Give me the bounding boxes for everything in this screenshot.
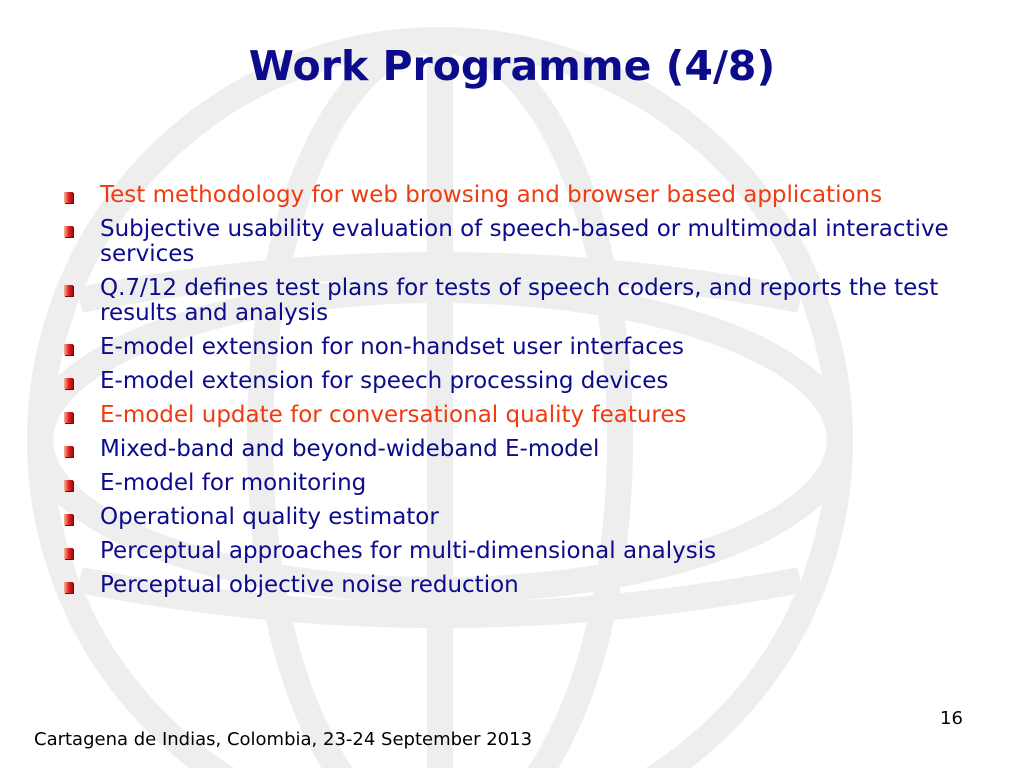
bullet-item [60,505,960,530]
bullet-text: Operational quality estimator [100,504,439,530]
bullet-text: E-model extension for speech processing devices [100,368,669,394]
red-square-bullet-icon [64,582,73,593]
bullet-text: E-model update for conversational quality features [100,402,687,428]
red-square-bullet-icon [64,412,73,423]
red-square-bullet-icon [64,548,73,559]
bullet-item [60,276,960,326]
red-square-bullet-icon [64,344,73,355]
slide-title: Work Programme (4/8) [248,42,776,90]
red-square-bullet-icon [64,285,73,296]
bullet-text: Q.7/12 defines test plans for tests of speech coders, and reports the test results and analysis [100,275,939,326]
bullet-text: Perceptual approaches for multi-dimensional analysis [100,538,717,564]
bullet-item [60,471,960,496]
red-square-bullet-icon [64,192,73,203]
red-square-bullet-icon [64,514,73,525]
footer-text: Cartagena de Indias, Colombia, 23-24 September 2013 [34,729,533,750]
page-number: 16 [940,708,963,729]
bullet-item [60,369,960,394]
bullet-text: Mixed-band and beyond-wideband E-model [100,436,600,462]
red-square-bullet-icon [64,446,73,457]
bullet-item [60,437,960,462]
bullet-list [60,183,960,607]
bullet-text: E-model extension for non-handset user interfaces [100,334,685,360]
bullet-text: E-model for monitoring [100,470,367,496]
bullet-item [60,217,960,267]
red-square-bullet-icon [64,226,73,237]
red-square-bullet-icon [64,378,73,389]
red-square-bullet-icon [64,480,73,491]
bullet-text: Test methodology for web browsing and browser based applications [100,182,883,208]
bullet-item [60,539,960,564]
bullet-item [60,573,960,598]
bullet-text: Perceptual objective noise reduction [100,572,519,598]
bullet-item [60,183,960,208]
bullet-item [60,335,960,360]
bullet-item [60,403,960,428]
bullet-text: Subjective usability evaluation of speech-based or multimodal interactive services [100,216,949,267]
